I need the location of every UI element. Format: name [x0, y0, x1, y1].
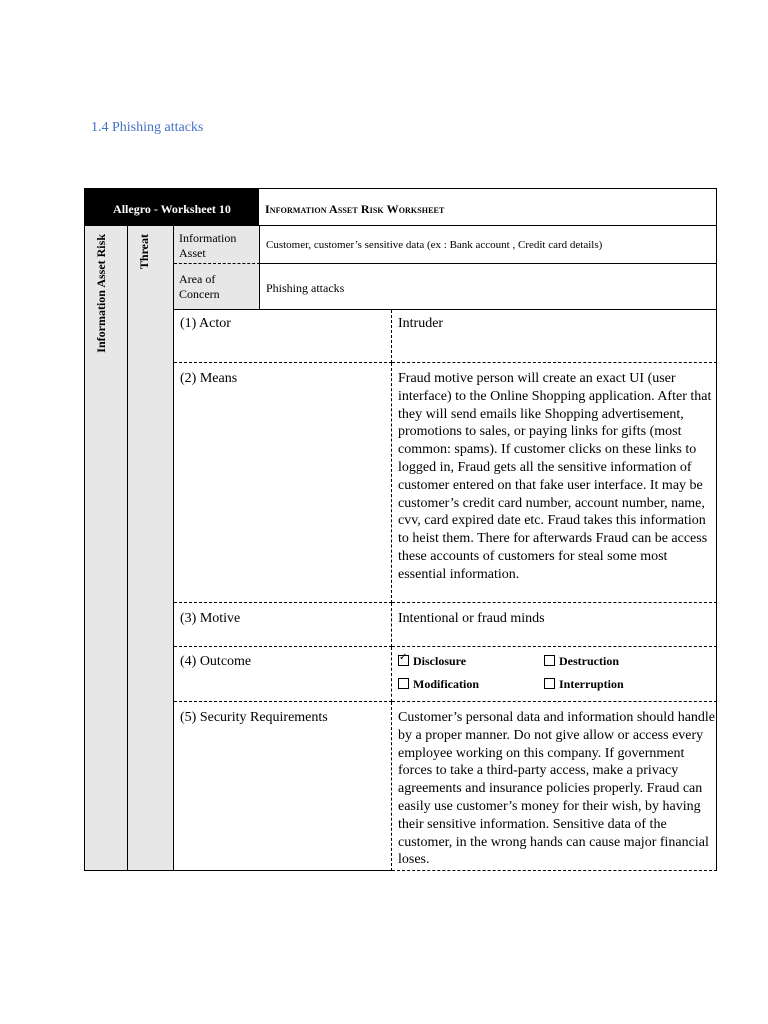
outcome-option-label: Disclosure	[413, 654, 467, 668]
motive-value: Intentional or fraud minds	[398, 611, 545, 626]
means-value-cell	[392, 363, 717, 603]
section-heading: 1.4 Phishing attacks	[91, 120, 204, 135]
actor-label: (1) Actor	[180, 316, 231, 331]
actor-value-cell	[392, 310, 717, 363]
means-label-cell	[174, 363, 392, 603]
outcome-label-cell	[174, 647, 392, 702]
info-asset-label-cell	[174, 226, 260, 264]
outcome-option-label: Interruption	[559, 677, 624, 691]
threat-column	[128, 226, 174, 871]
means-label: (2) Means	[180, 371, 238, 386]
outcome-label: (4) Outcome	[180, 654, 252, 669]
security-value: Customer’s personal data and information should handle by a proper manner. Do not give allow or access every employee working on this company. If government forces to take a third-party access, make a privacy agreements and insurance policies properly. Fraud can easily use customer’s money for their wish, by having their sensitive information. Sensitive data of the customer, in the wrong hands can cause major financial loses.	[398, 710, 716, 868]
information-asset-risk-column	[84, 226, 128, 871]
worksheet-subtitle-cell	[259, 188, 717, 226]
info-asset-value: Customer, customer’s sensitive data (ex : Bank account , Credit card details)	[266, 239, 603, 251]
outcome-option-label: Destruction	[559, 654, 619, 668]
threat-label: Threat	[137, 234, 151, 270]
outcome-value-cell	[392, 647, 717, 702]
actor-value: Intruder	[398, 316, 444, 331]
outcome-option-interruption[interactable]	[544, 677, 624, 692]
outcome-option-modification[interactable]	[398, 677, 479, 692]
means-value: Fraud motive person will create an exact UI (user interface) to the Online Shopping application. After that they will send emails like Shopping advertisement, promotions to sales, or paying links for gifts (most common: spams). If customer clicks on these links to logged in, Fraud gets all the sensitive information of customer entered on that fake user interface. It may be customer’s credit card number, account number, name, cvv, card expired date etc. Fraud takes this information to heist them. There for afterwards Fraud can be access these accounts of customers for steal some most essential information.	[398, 371, 712, 582]
interruption-checkbox-icon[interactable]	[544, 678, 555, 689]
motive-label: (3) Motive	[180, 611, 241, 626]
area-value: Phishing attacks	[266, 281, 345, 295]
worksheet-title-cell	[84, 188, 259, 226]
motive-value-cell	[392, 603, 717, 647]
area-value-cell	[260, 264, 717, 310]
info-asset-value-cell	[260, 226, 717, 264]
area-label: Area of Concern	[179, 272, 220, 301]
information-asset-risk-label: Information Asset Risk	[94, 234, 108, 353]
area-label-cell	[174, 264, 260, 310]
modification-checkbox-icon[interactable]	[398, 678, 409, 689]
security-label: (5) Security Requirements	[180, 710, 328, 725]
motive-label-cell	[174, 603, 392, 647]
outcome-option-disclosure[interactable]	[398, 654, 466, 669]
worksheet-table	[84, 188, 717, 871]
outcome-option-destruction[interactable]	[544, 654, 619, 669]
destruction-checkbox-icon[interactable]	[544, 655, 555, 666]
disclosure-checkbox-icon[interactable]	[398, 655, 409, 666]
worksheet-subtitle: Information Asset Risk Worksheet	[265, 202, 445, 216]
outcome-option-label: Modification	[413, 677, 479, 691]
worksheet-title: Allegro - Worksheet 10	[113, 202, 231, 216]
security-label-cell	[174, 702, 392, 871]
info-asset-label: Information Asset	[179, 231, 237, 260]
security-value-cell	[392, 702, 717, 871]
actor-label-cell	[174, 310, 392, 363]
